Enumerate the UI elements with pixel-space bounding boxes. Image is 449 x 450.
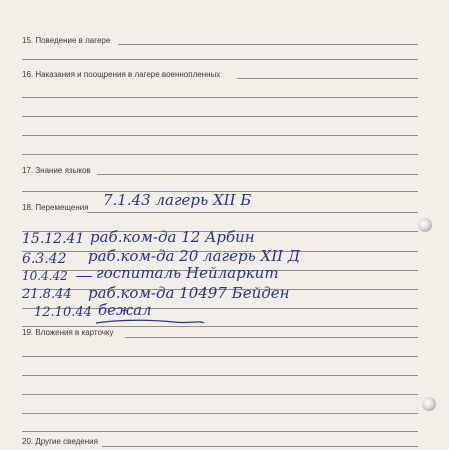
handwritten-date: 6.3.42 [22,251,67,267]
handwritten-date: 21.8.44 [22,287,72,302]
handwritten-entry: бежал [98,301,152,319]
rule-line [22,326,418,327]
rule-line [22,97,418,98]
field-18-label: 18. Перемещения [22,203,89,212]
field-17-label: 17. Знание языков [22,166,91,175]
field-17-line [97,174,418,175]
rule-line [22,116,418,117]
field-15-label: 15. Поведение в лагере [22,36,111,45]
rule-line [22,375,418,376]
punch-hole [418,218,432,232]
handwritten-date: 15.12.41 [22,231,85,247]
rule-line [22,431,418,432]
field-20-line [102,446,418,447]
handwritten-entry: раб.ком-да 12 Арбин [90,228,255,246]
handwritten-entry: госпиталь Нейларкит [96,264,279,282]
field-18-line [87,212,418,213]
rule-line [22,394,418,395]
rule-line [22,135,418,136]
field-16-label: 16. Наказания и поощрения в лагере военнопленных [22,70,221,79]
rule-line [22,356,418,357]
field-19-label: 19. Вложения в карточку [22,328,114,337]
rule-line [22,59,418,60]
field-19-line [125,337,418,338]
handwritten-date: 12.10.44 [34,305,92,320]
handwritten-move-main: 7.1.43 лагерь XII Б [103,191,252,209]
field-16-line [237,78,418,79]
handwritten-date: 10.4.42 [22,269,68,283]
rule-line [22,413,418,414]
rule-line [22,154,418,155]
handwritten-entry: раб.ком-да 10497 Бейден [88,284,290,302]
punch-hole [422,397,436,411]
strikethrough-mark [76,276,92,277]
field-15-line [118,44,418,45]
field-20-label: 20. Другие сведения [22,437,98,446]
handwritten-entry: раб.ком-да 20 лагерь XII Д [88,247,301,265]
